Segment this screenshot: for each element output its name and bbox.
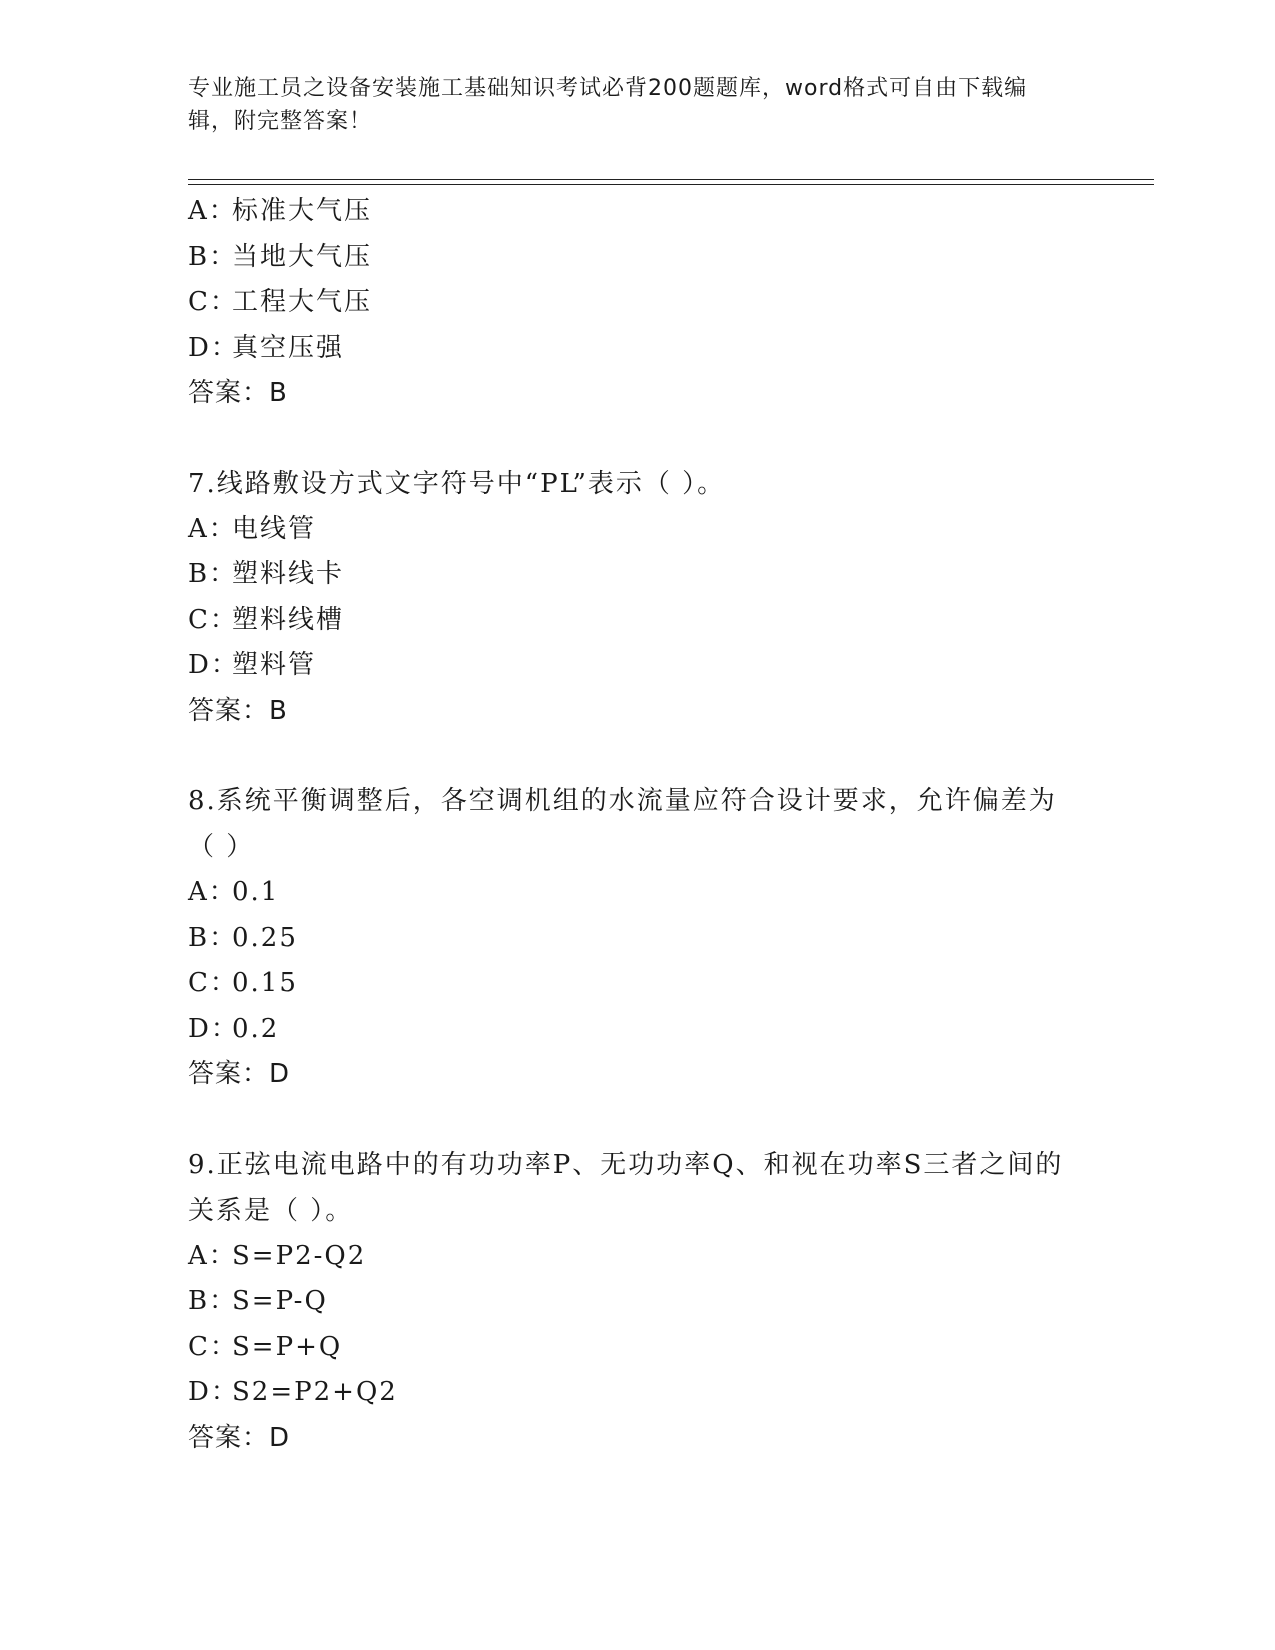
- option-key: C：: [188, 287, 238, 317]
- question-text: 8.系统平衡调整后，各空调机组的水流量应符合设计要求，允许偏差为（ ）: [188, 786, 1057, 862]
- option-d: [188, 1370, 1088, 1416]
- answer-line: 答案：D: [188, 1422, 291, 1453]
- option-key: C：: [188, 968, 238, 998]
- option-a: [188, 507, 1088, 553]
- option-a: [188, 189, 1088, 235]
- option-key: D：: [188, 332, 239, 363]
- question-text: 9.正弦电流电路中的有功功率P、无功功率Q、和视在功率S三者之间的关系是（ ）。: [188, 1149, 1064, 1226]
- question-block: [188, 778, 1088, 1098]
- option-key: C：: [188, 1331, 238, 1362]
- option-text: 塑料线卡: [232, 559, 345, 589]
- option-key: A：: [188, 513, 237, 544]
- question-block: [188, 189, 1088, 417]
- option-a: [188, 870, 1088, 916]
- option-c: [188, 961, 1088, 1007]
- question-list: [188, 189, 1088, 1461]
- option-key: B：: [188, 922, 238, 953]
- option-text: 标准大气压: [232, 196, 373, 226]
- option-key: C：: [188, 604, 238, 635]
- option-text: S=P2-Q2: [232, 1240, 367, 1271]
- option-a: [188, 1234, 1088, 1280]
- option-text: 电线管: [232, 513, 317, 544]
- question-block: [188, 1142, 1088, 1462]
- document-header: 专业施工员之设备安装施工基础知识考试必背200题题库，word格式可自由下载编辑，附完整答案！: [188, 76, 1028, 134]
- option-text: 0.25: [232, 922, 298, 953]
- option-key: D：: [188, 1377, 239, 1407]
- question-text: 7.线路敷设方式文字符号中“PL”表示（ ）。: [188, 468, 726, 499]
- option-text: 塑料管: [232, 650, 317, 680]
- option-c: [188, 598, 1088, 644]
- option-key: A：: [188, 196, 237, 226]
- header-divider-top: [188, 179, 1154, 180]
- option-text: S2=P2+Q2: [232, 1377, 398, 1407]
- option-key: B：: [188, 1286, 238, 1316]
- answer-line: 答案：D: [188, 1059, 291, 1089]
- option-text: S=P-Q: [232, 1286, 328, 1316]
- answer-line: 答案：B: [188, 378, 288, 408]
- option-c: [188, 1325, 1088, 1371]
- option-text: 0.1: [232, 877, 280, 907]
- option-text: 真空压强: [232, 332, 345, 363]
- option-c: [188, 280, 1088, 326]
- option-text: 塑料线槽: [232, 604, 345, 635]
- option-text: 工程大气压: [232, 287, 373, 317]
- answer-line: 答案：B: [188, 695, 288, 726]
- option-text: 当地大气压: [232, 241, 373, 272]
- option-b: [188, 916, 1088, 962]
- option-b: [188, 552, 1088, 598]
- option-text: 0.2: [232, 1013, 280, 1044]
- option-text: S=P+Q: [232, 1331, 343, 1362]
- option-key: B：: [188, 559, 238, 589]
- option-key: D：: [188, 1013, 239, 1044]
- header-divider-bottom: [188, 184, 1154, 185]
- option-key: A：: [188, 877, 237, 907]
- option-b: [188, 235, 1088, 281]
- option-key: B：: [188, 241, 238, 272]
- option-b: [188, 1279, 1088, 1325]
- option-text: 0.15: [232, 968, 298, 998]
- option-key: A：: [188, 1240, 237, 1271]
- question-block: [188, 461, 1088, 735]
- option-d: [188, 326, 1088, 372]
- option-d: [188, 1007, 1088, 1053]
- option-key: D：: [188, 650, 239, 680]
- option-d: [188, 643, 1088, 689]
